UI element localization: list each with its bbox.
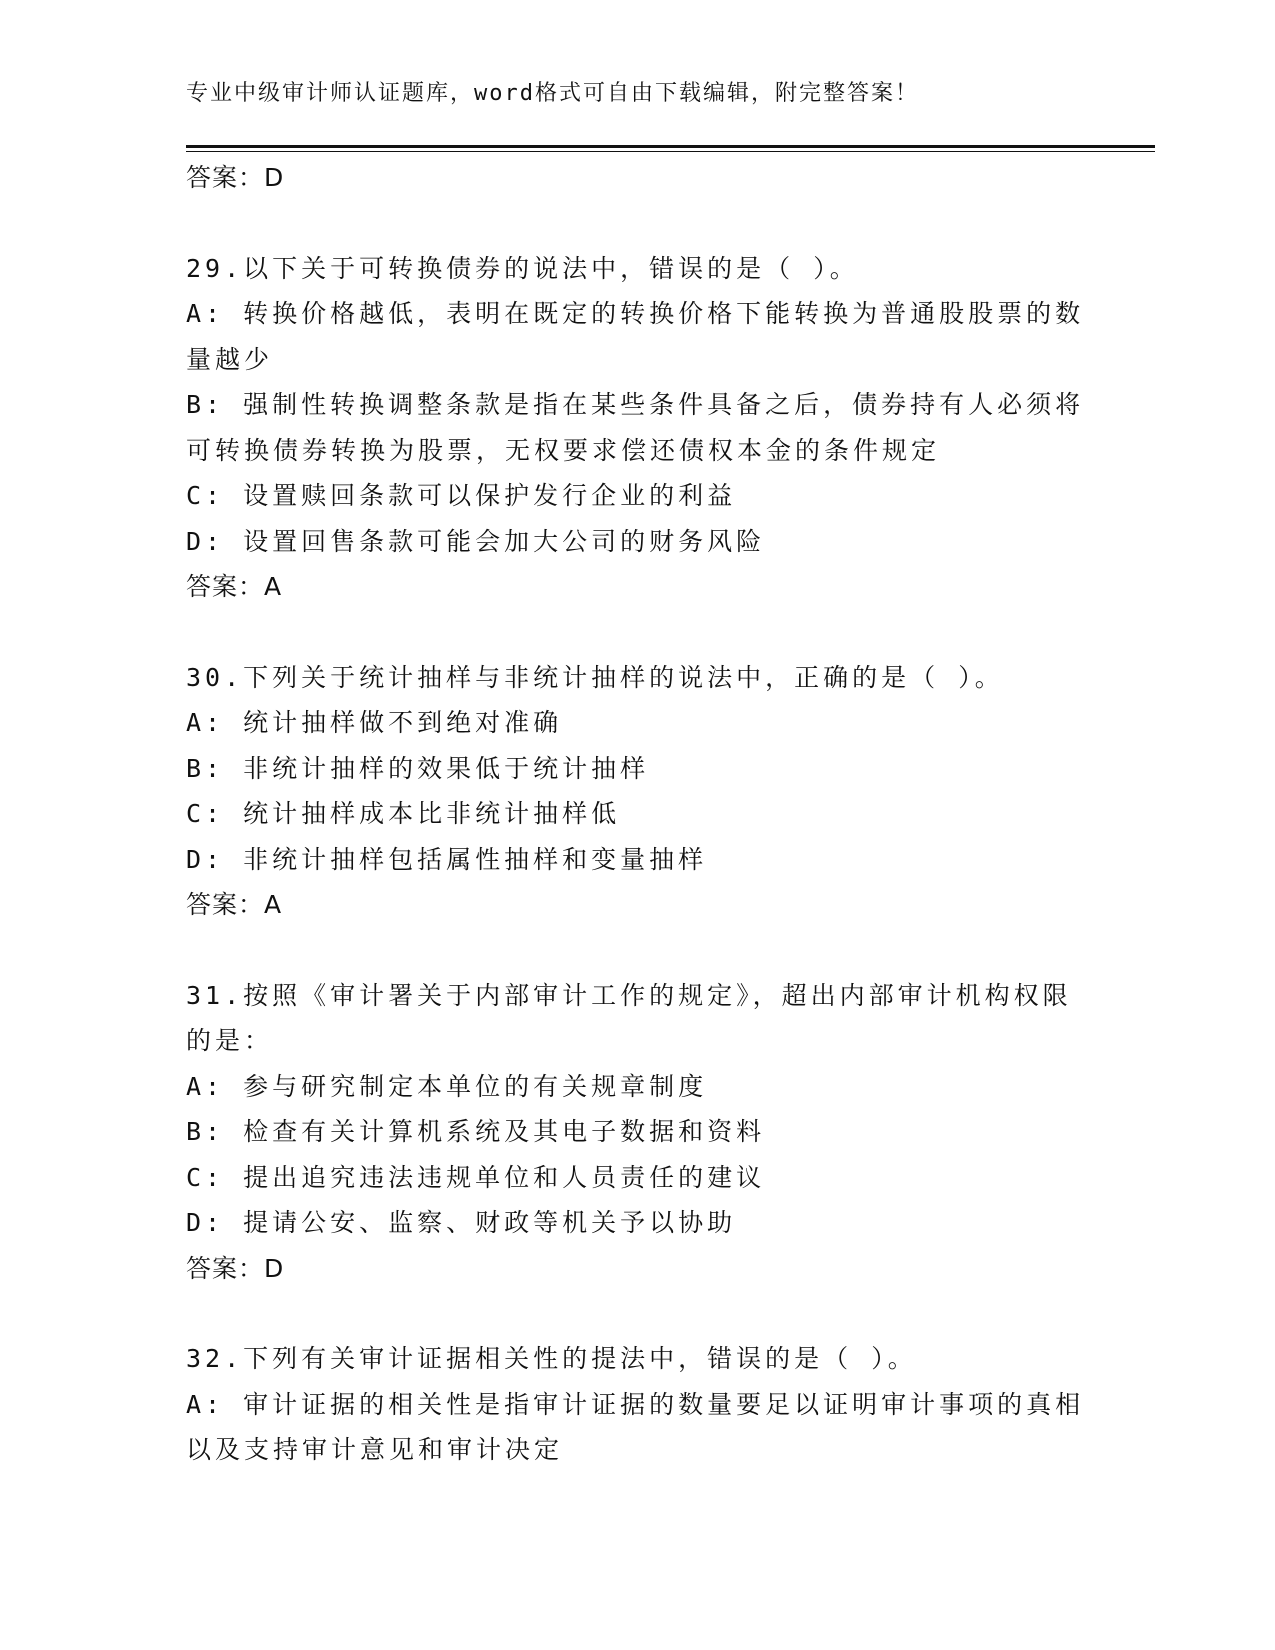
- option-line: A: 审计证据的相关性是指审计证据的数量要足以证明审计事项的真相: [186, 1389, 1085, 1419]
- question-block: [186, 1336, 1086, 1473]
- option-line: C: 统计抽样成本比非统计抽样低: [186, 799, 621, 828]
- header-divider-thick: [186, 145, 1155, 148]
- option-line: 量越少: [186, 344, 274, 374]
- option-line: D: 提请公安、监察、财政等机关予以协助: [186, 1208, 737, 1237]
- answer-line: 答案：A: [186, 890, 283, 919]
- option-line: B: 非统计抽样的效果低于统计抽样: [186, 753, 650, 783]
- question-stem: 的是：: [186, 1026, 274, 1055]
- question-stem: 30.下列关于统计抽样与非统计抽样的说法中，正确的是（ ）。: [186, 662, 1004, 692]
- option-line: D: 设置回售条款可能会加大公司的财务风险: [186, 526, 766, 556]
- option-line: B: 检查有关计算机系统及其电子数据和资料: [186, 1117, 766, 1146]
- question-block: [186, 973, 1086, 1292]
- question-stem: 31.按照《审计署关于内部审计工作的规定》，超出内部审计机构权限: [186, 980, 1072, 1010]
- question-block: [186, 246, 1086, 610]
- question-list: [186, 246, 1086, 1473]
- option-line: D: 非统计抽样包括属性抽样和变量抽样: [186, 844, 708, 874]
- question-stem: 29.以下关于可转换债券的说法中，错误的是（ ）。: [186, 253, 859, 283]
- option-line: A: 统计抽样做不到绝对准确: [186, 708, 563, 737]
- question-block: [186, 655, 1086, 928]
- option-line: A: 转换价格越低，表明在既定的转换价格下能转换为普通股股票的数: [186, 299, 1085, 328]
- option-line: 以及支持审计意见和审计决定: [186, 1435, 564, 1464]
- option-line: A: 参与研究制定本单位的有关规章制度: [186, 1071, 708, 1101]
- option-line: 可转换债券转换为股票，无权要求偿还债权本金的条件规定: [186, 435, 941, 465]
- question-content: [186, 155, 1086, 1473]
- answer-line: 答案：D: [186, 163, 285, 192]
- option-line: B: 强制性转换调整条款是指在某些条件具备之后，债券持有人必须将: [186, 390, 1085, 419]
- option-line: C: 提出追究违法违规单位和人员责任的建议: [186, 1162, 766, 1192]
- answer-line: 答案：D: [186, 1253, 285, 1283]
- answer-line: 答案：A: [186, 572, 283, 601]
- page-header: 专业中级审计师认证题库，word格式可自由下载编辑，附完整答案！: [186, 81, 919, 106]
- question-stem: 32.下列有关审计证据相关性的提法中，错误的是（ ）。: [186, 1344, 917, 1373]
- header-divider-thin: [186, 151, 1155, 152]
- option-line: C: 设置赎回条款可以保护发行企业的利益: [186, 481, 737, 510]
